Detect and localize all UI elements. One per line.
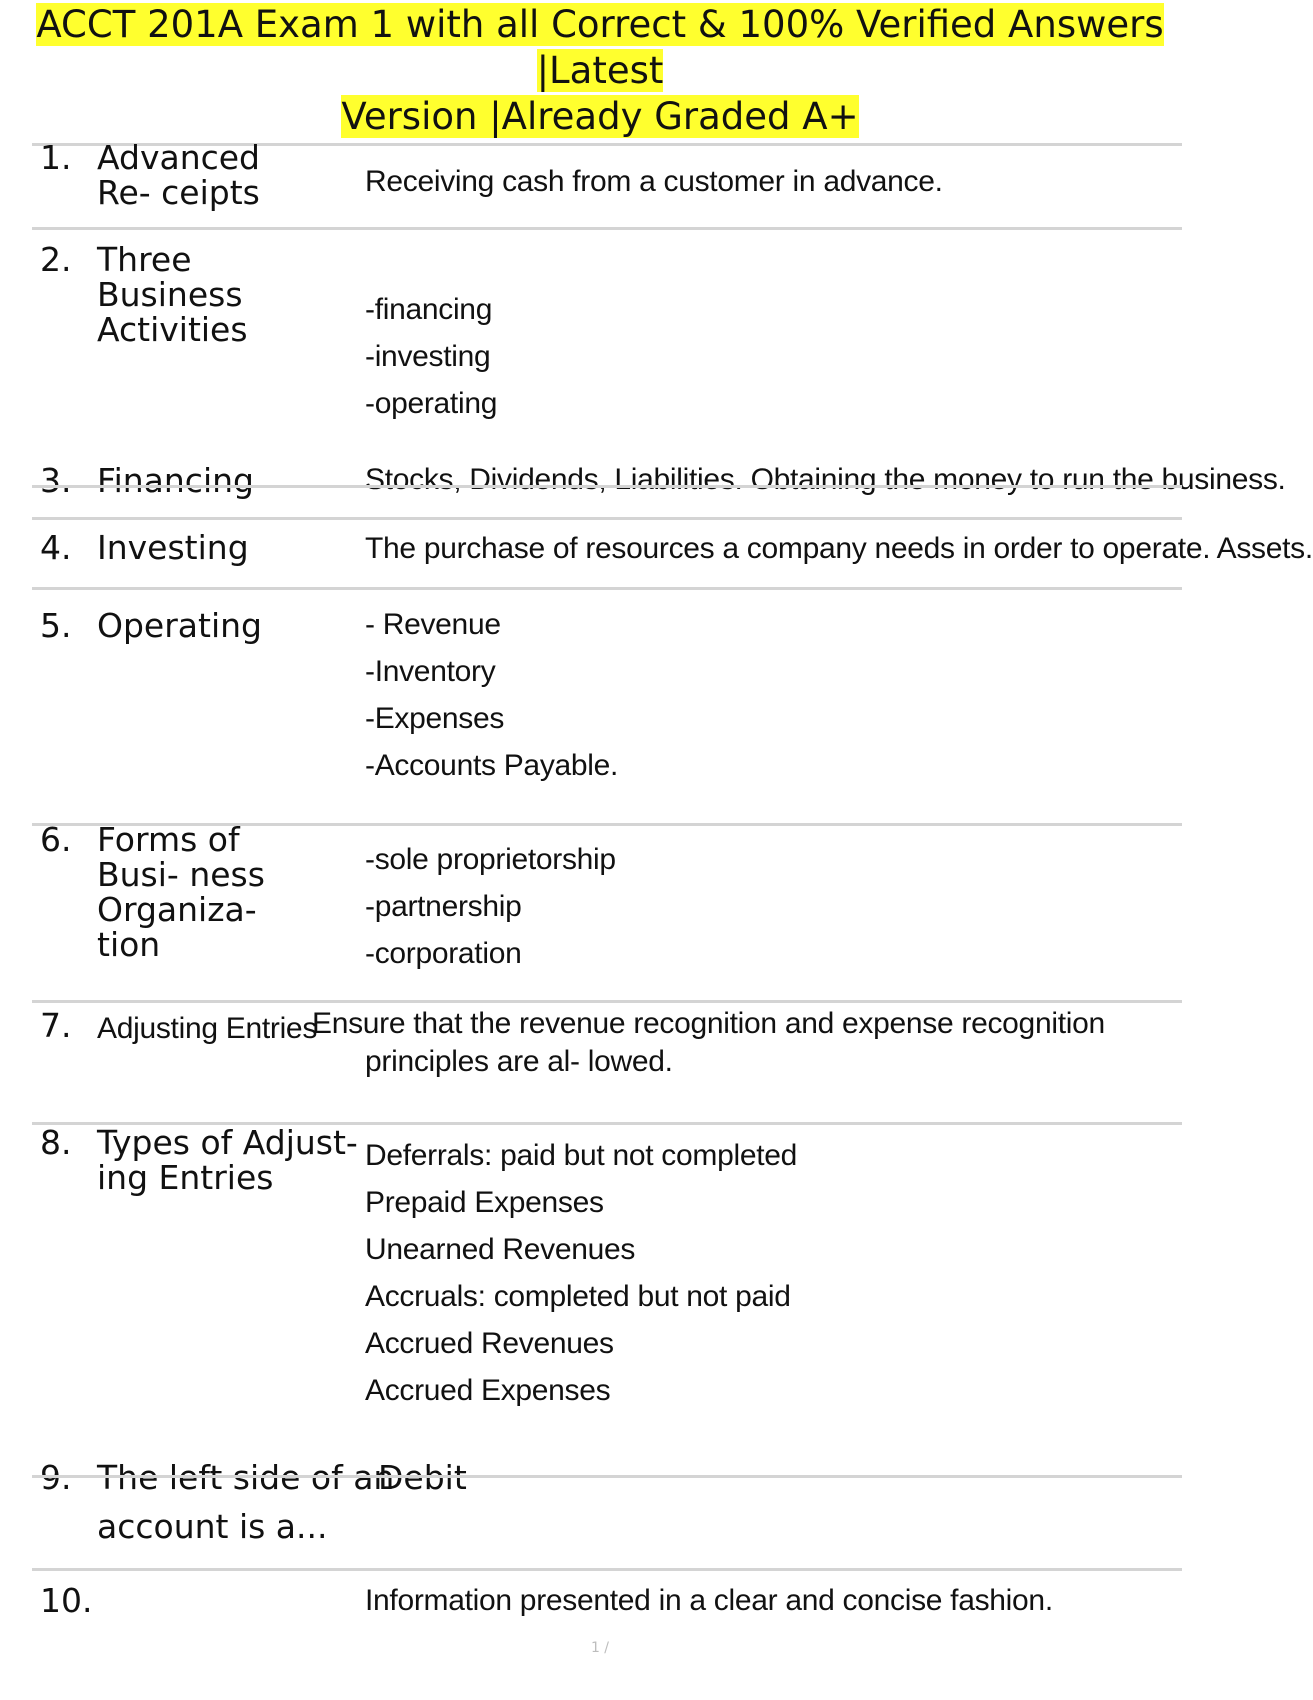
- definition-investing: The purchase of resources a company needs in order to operate. Assets.: [365, 532, 1313, 565]
- item-number: 1.: [40, 138, 72, 177]
- definition-advanced-receipts: Receiving cash from a customer in advance.: [365, 165, 943, 198]
- page-indicator: 1 /: [590, 1640, 610, 1656]
- term-adjusting-entries: Adjusting Entries: [97, 1012, 318, 1045]
- item-number: 4.: [40, 528, 72, 567]
- row-divider: [32, 587, 1182, 590]
- term-financing: Financing: [97, 461, 254, 500]
- definition-types-of-adjusting-entries: Deferrals: paid but not completed Prepaid Expenses Unearned Revenues Accruals: completed but not paid Accrued Revenues Accrued Expenses: [365, 1139, 798, 1407]
- title-line-1: ACCT 201A Exam 1 with all Correct & 100% Verified Answers |Latest: [36, 3, 1164, 92]
- term-investing: Investing: [97, 528, 249, 567]
- row-divider: [32, 227, 1182, 230]
- item-number: 6.: [40, 820, 72, 859]
- definition-operating: - Revenue -Inventory -Expenses -Accounts Payable.: [365, 608, 619, 782]
- definition-three-business-activities: -financing -investing -operating: [365, 293, 498, 420]
- item-number: 9.: [40, 1458, 72, 1497]
- term-operating: Operating: [97, 606, 262, 645]
- row-divider: [32, 485, 1182, 488]
- definition-left-side-of-account: Debit: [378, 1458, 467, 1497]
- row-divider: [32, 1568, 1182, 1571]
- term-three-business-activities: Three Business Activities: [97, 240, 248, 349]
- row-divider: [32, 1000, 1182, 1003]
- row-divider: [32, 1475, 1182, 1478]
- item-number: 7.: [40, 1006, 72, 1045]
- definition-forms-of-business-organization: -sole proprietorship -partnership -corporation: [365, 843, 616, 970]
- term-forms-of-business-organization: Forms of Busi- ness Organiza- tion: [97, 820, 265, 964]
- definition-item-10: Information presented in a clear and concise fashion.: [365, 1584, 1053, 1617]
- term-types-of-adjusting-entries: Types of Adjust- ing Entries: [97, 1123, 358, 1197]
- item-number: 3.: [40, 461, 72, 500]
- row-divider: [32, 517, 1182, 520]
- term-advanced-receipts: Advanced Re- ceipts: [97, 138, 261, 212]
- definition-adjusting-entries: Ensure that the revenue recognition and expense recognition principles are al- lowed.: [312, 1007, 1105, 1078]
- item-number: 2.: [40, 240, 72, 279]
- title-line-2: Version |Already Graded A+: [341, 95, 859, 138]
- item-number: 10.: [40, 1581, 93, 1620]
- document-title: [0, 0, 1200, 140]
- definition-financing: Stocks, Dividends, Liabilities. Obtaining the money to run the business.: [365, 463, 1286, 496]
- item-number: 5.: [40, 606, 72, 645]
- item-number: 8.: [40, 1123, 72, 1162]
- term-left-side-of-account: The left side of an account is a...: [97, 1458, 395, 1546]
